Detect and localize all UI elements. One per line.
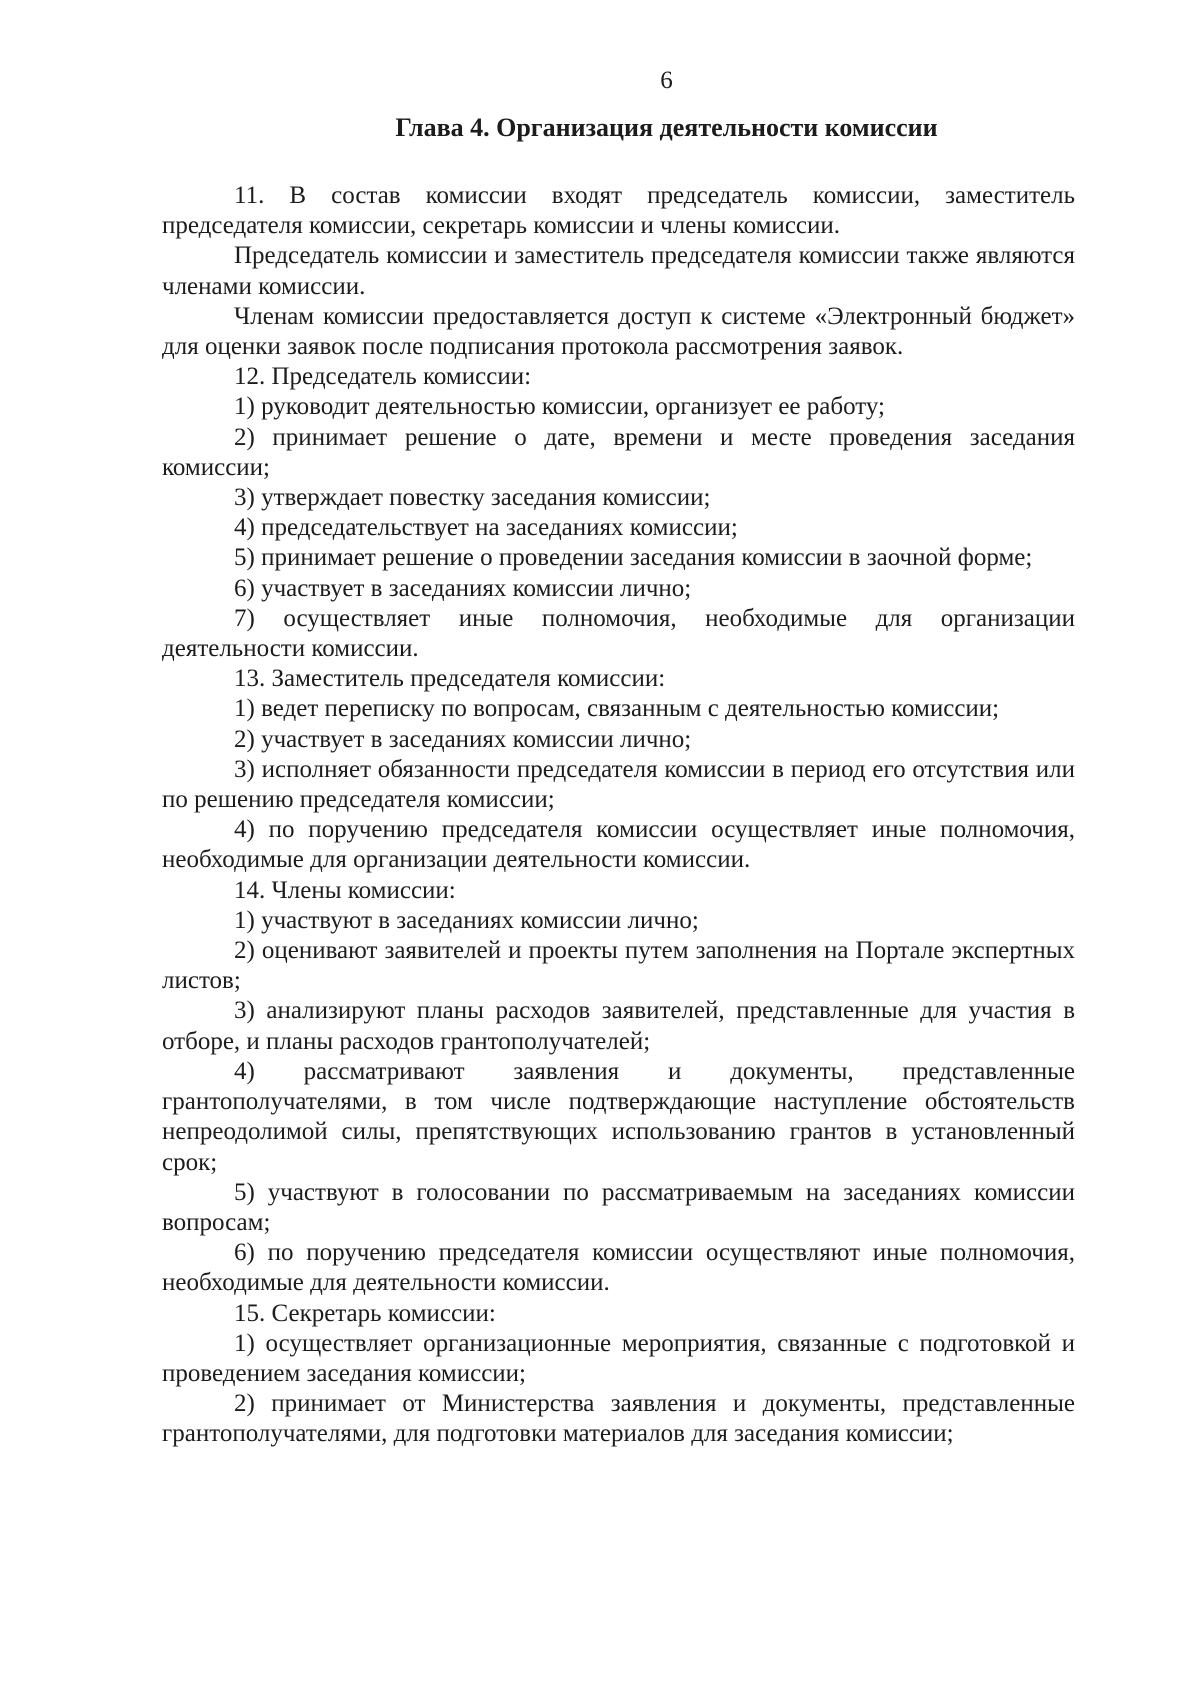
paragraph: 11. В состав комиссии входят председатель комиссии, заместитель председателя комиссии, секретарь комиссии и члены комиссии.: [162, 182, 1075, 240]
body-text: [162, 181, 1075, 1450]
paragraph: 6) по поручению председателя комиссии осуществляют иные полномочия, необходимые для деятельности комиссии.: [162, 1239, 1075, 1297]
paragraph: 14. Члены комиссии:: [234, 876, 456, 904]
paragraph: 1) руководит деятельностью комиссии, организует ее работу;: [234, 393, 885, 421]
paragraph: 3) утверждает повестку заседания комиссии;: [234, 484, 711, 512]
paragraph: 5) принимает решение о проведении заседания комиссии в заочной форме;: [234, 544, 1033, 572]
paragraph: Членам комиссии предоставляется доступ к системе «Электронный бюджет» для оценки заявок после подписания протокола рассмотрения заявок.: [162, 302, 1075, 361]
paragraph: 4) рассматривают заявления и документы, представленные грантополучателями, в том числе подтверждающие наступление обстоятельств непреодолимой силы, препятствующих использованию грантов в установленный срок;: [162, 1057, 1075, 1176]
page-number: 6: [660, 67, 673, 94]
paragraph: 6) участвует в заседаниях комиссии лично;: [234, 574, 692, 602]
paragraph: 1) осуществляет организационные мероприятия, связанные с подготовкой и проведением заседания комиссии;: [162, 1329, 1075, 1387]
paragraph: 4) по поручению председателя комиссии осуществляет иные полномочия, необходимые для организации деятельности комиссии.: [162, 816, 1075, 874]
chapter-title: Глава 4. Организация деятельности комиссии: [395, 113, 938, 142]
paragraph: 2) оценивают заявителей и проекты путем заполнения на Портале экспертных листов;: [162, 937, 1075, 995]
paragraph: 1) участвуют в заседаниях комиссии лично;: [234, 906, 699, 934]
paragraph: 12. Председатель комиссии:: [234, 363, 532, 391]
paragraph: 2) принимает от Министерства заявления и документы, представленные грантополучателями, для подготовки материалов для заседания комиссии;: [162, 1390, 1075, 1448]
paragraph: 15. Секретарь комиссии:: [234, 1299, 496, 1327]
paragraph: 7) осуществляет иные полномочия, необходимые для организации деятельности комиссии.: [162, 604, 1075, 663]
paragraph: 3) анализируют планы расходов заявителей, представленные для участия в отборе, и планы расходов грантополучателей;: [162, 997, 1075, 1055]
paragraph: 2) участвует в заседаниях комиссии лично;: [234, 725, 692, 753]
paragraph: Председатель комиссии и заместитель председателя комиссии также являются членами комиссии.: [162, 242, 1075, 300]
paragraph: 1) ведет переписку по вопросам, связанным с деятельностью комиссии;: [234, 695, 1000, 723]
paragraph: 5) участвуют в голосовании по рассматриваемым на заседаниях комиссии вопросам;: [162, 1178, 1075, 1236]
paragraph: 4) председательствует на заседаниях комиссии;: [234, 514, 738, 542]
paragraph: 13. Заместитель председателя комиссии:: [234, 665, 666, 693]
paragraph: 3) исполняет обязанности председателя комиссии в период его отсутствия или по решению председателя комиссии;: [162, 755, 1075, 814]
paragraph: 2) принимает решение о дате, времени и месте проведения заседания комиссии;: [162, 423, 1075, 481]
